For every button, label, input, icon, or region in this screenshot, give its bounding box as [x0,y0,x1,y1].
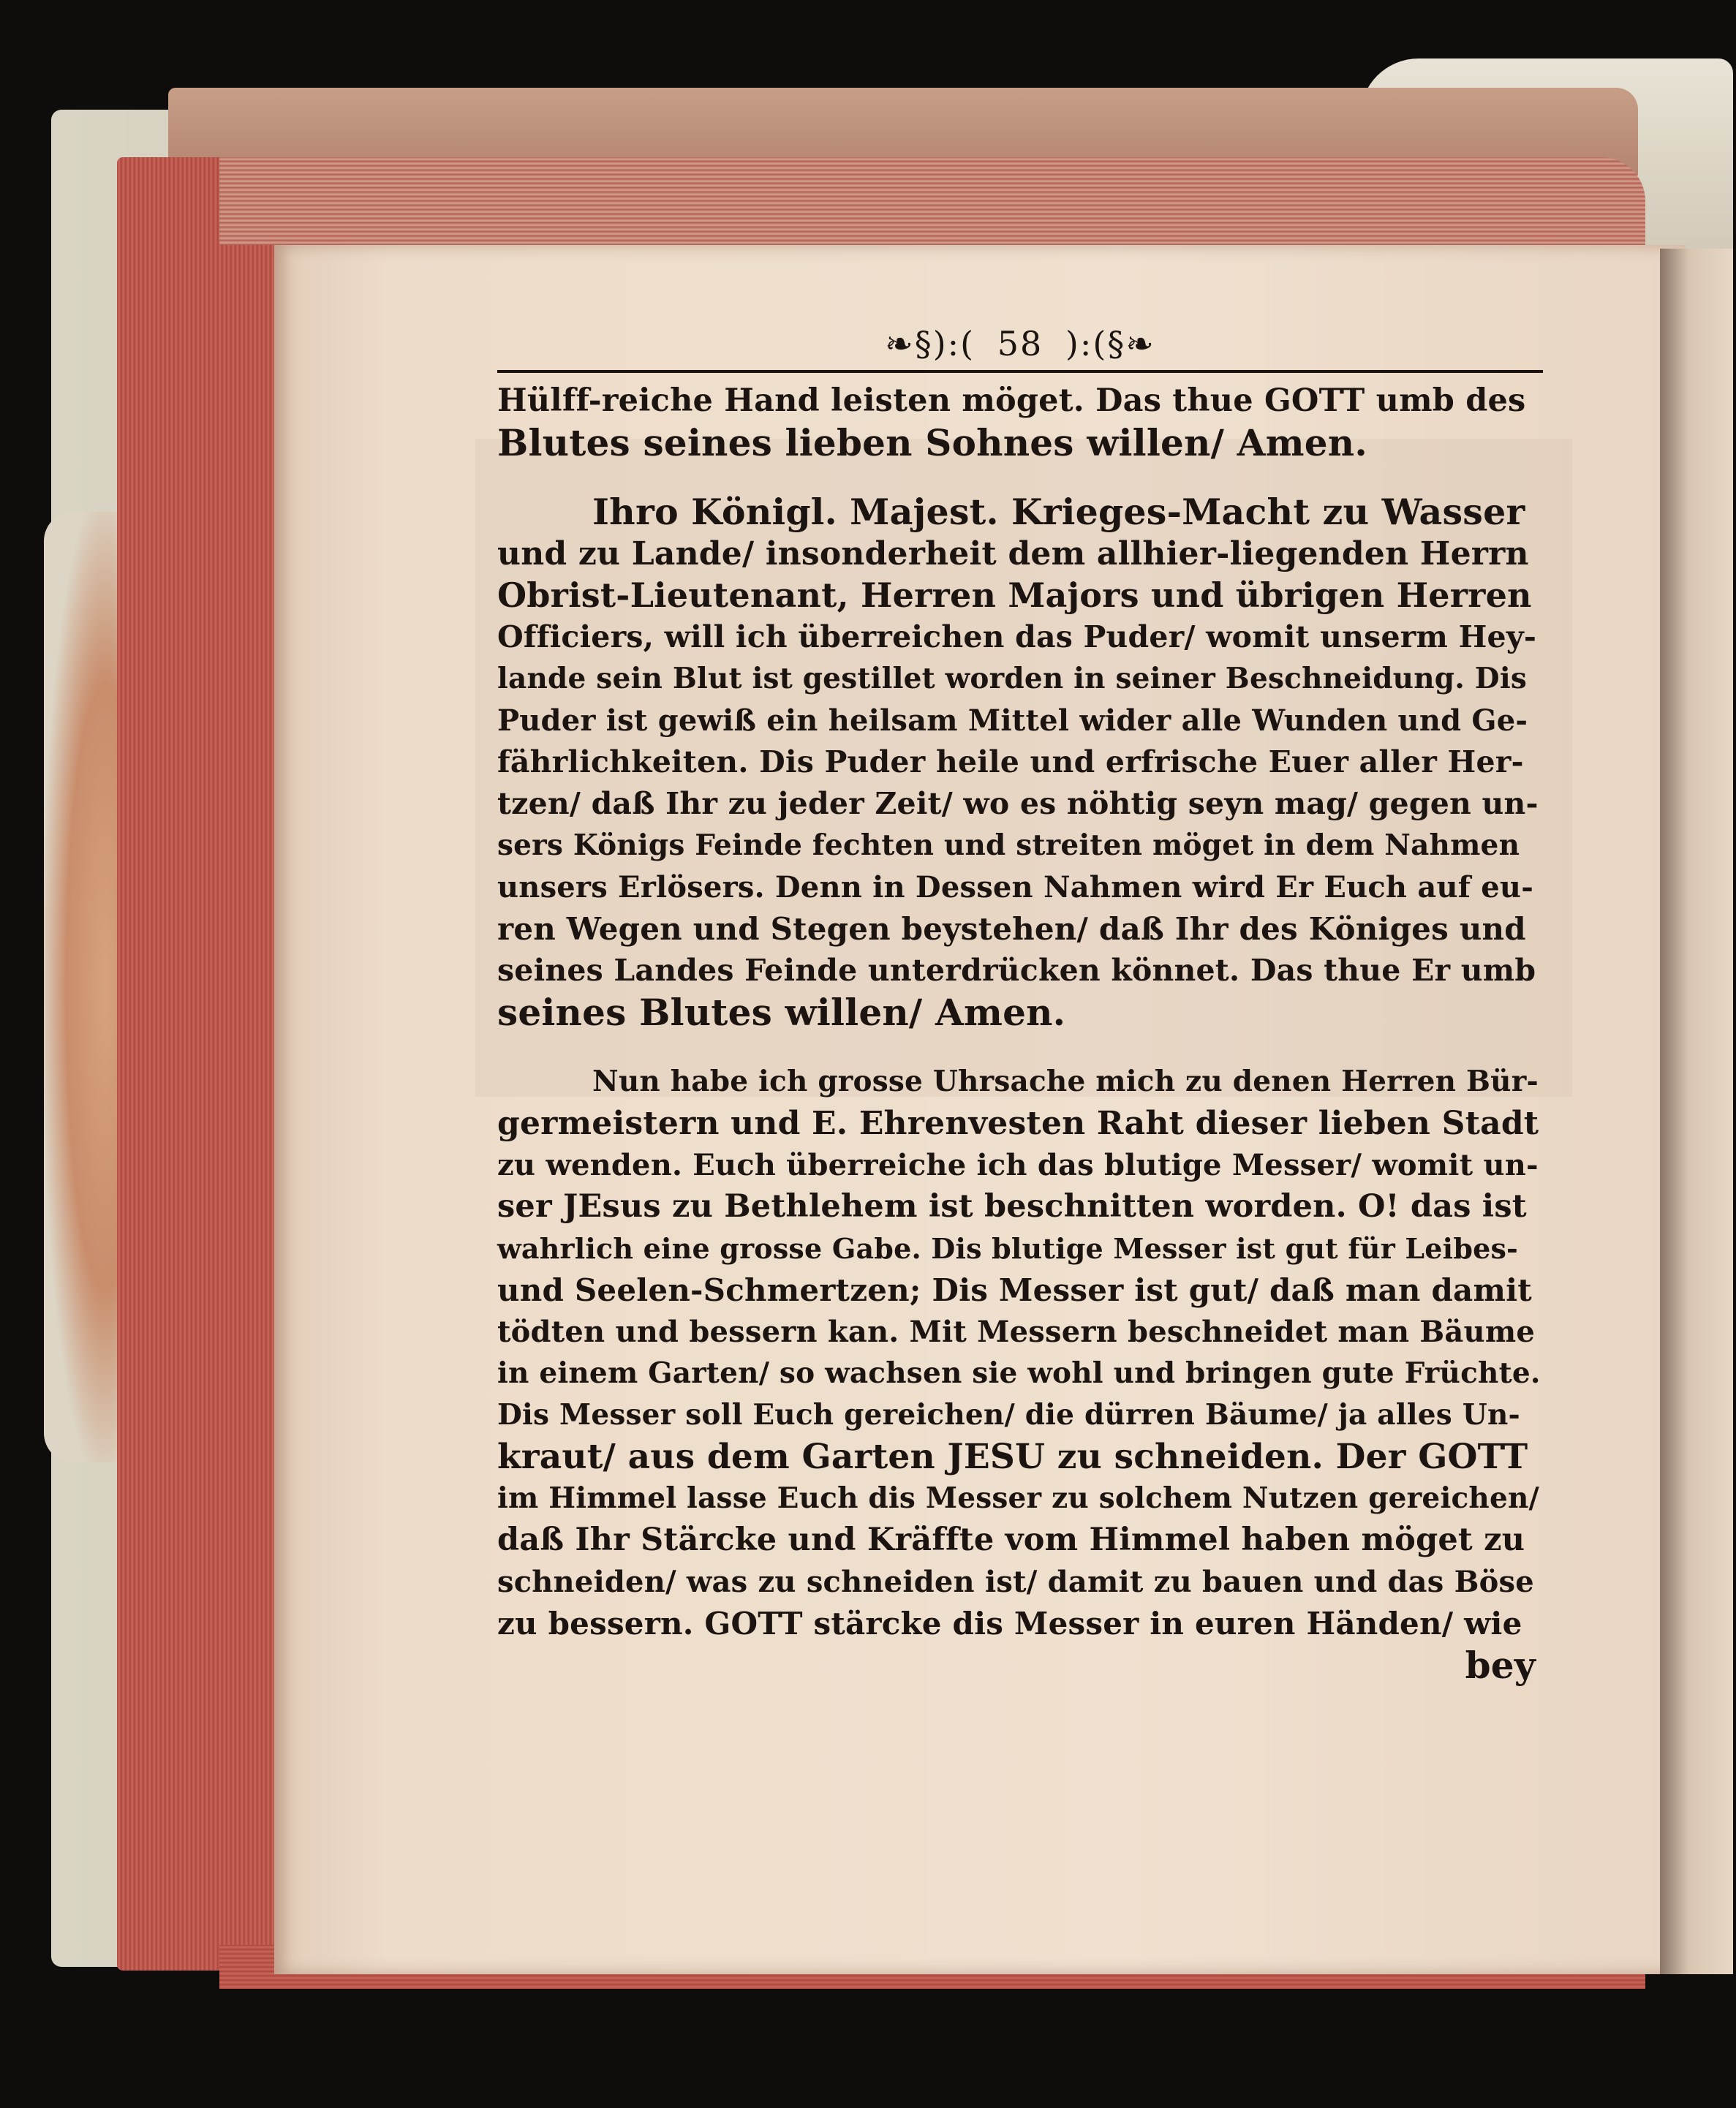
header-ornament-right: ):(§❧ [1065,324,1155,363]
text-line: Nun habe ich grosse Uhrsache mich zu denen Herren Bür- [592,1065,1539,1098]
paragraph-3 [497,1061,1543,1686]
text-line: lande sein Blut ist gestillet worden in seiner Beschneidung. Dis [497,662,1528,695]
paragraph-2 [497,491,1543,1033]
text-line: zu wenden. Euch überreiche ich das blutige Messer/ womit un- [497,1148,1539,1182]
text-line: Puder ist gewiß ein heilsam Mittel wider alle Wunden und Ge- [497,703,1528,738]
text-line: Blutes seines lieben Sohnes willen/ Amen. [497,421,1367,464]
text-line: ser JEsus zu Bethlehem ist beschnitten worden. O! das ist [497,1188,1527,1225]
text-line: germeistern und E. Ehrenvesten Raht dieser lieben Stadt [497,1105,1539,1142]
catchword: bey [1465,1644,1536,1687]
text-line: Hülff-reiche Hand leisten möget. Das thue GOTT umb des [497,382,1526,419]
text-line: und Seelen-Schmertzen; Dis Messer ist gut/ daß man damit [497,1272,1532,1308]
text-block [497,322,1543,1686]
text-line: und zu Lande/ insonderheit dem allhier-liegenden Herrn [497,535,1529,573]
text-line: daß Ihr Stärcke und Kräffte vom Himmel haben möget zu [497,1522,1525,1558]
text-line: unsers Erlösers. Denn in Dessen Nahmen wird Er Euch auf eu- [497,870,1533,904]
text-line: fährlichkeiten. Dis Puder heile und erfrische Euer aller Her- [497,744,1524,779]
page-gutter [1660,249,1733,1974]
text-line: in einem Garten/ so wachsen sie wohl und bringen gute Früchte. [497,1356,1541,1390]
text-line: schneiden/ was zu schneiden ist/ damit zu bauen und das Böse [497,1565,1534,1599]
text-line: kraut/ aus dem Garten JESU zu schneiden. Der GOTT [497,1437,1528,1477]
text-line: wahrlich eine grosse Gabe. Dis blutige Messer ist gut für Leibes- [497,1232,1519,1265]
text-line: zu bessern. GOTT stärcke dis Messer in euren Händen/ wie [497,1606,1522,1642]
running-header [497,322,1543,366]
page-number: 58 [997,324,1044,363]
text-line: Obrist-Lieutenant, Herren Majors und übrigen Herren [497,575,1532,615]
text-line: tzen/ daß Ihr zu jeder Zeit/ wo es nöhtig seyn mag/ gegen un- [497,786,1539,821]
header-ornament-left: ❧§):( [885,324,975,363]
text-line: Officiers, will ich überreichen das Puder/ womit unserm Hey- [497,619,1537,654]
text-line: im Himmel lasse Euch dis Messer zu solchem Nutzen gereichen/ [497,1481,1539,1515]
text-line: Ihro Königl. Majest. Krieges-Macht zu Wasser [592,491,1525,533]
text-line: Dis Messer soll Euch gereichen/ die dürren Bäume/ ja alles Un- [497,1398,1520,1432]
header-rule [497,370,1543,373]
paragraph-1 [497,380,1543,464]
text-line: ren Wegen und Stegen beystehen/ daß Ihr des Königes und [497,911,1526,947]
red-page-edges-top [219,157,1645,245]
text-line: sers Königs Feinde fechten und streiten möget in dem Nahmen [497,828,1520,862]
text-line: tödten und bessern kan. Mit Messern beschneidet man Bäume [497,1315,1535,1349]
text-line: seines Blutes willen/ Amen. [497,991,1066,1034]
text-line: seines Landes Feinde unterdrücken könnet. Das thue Er umb [497,953,1536,988]
